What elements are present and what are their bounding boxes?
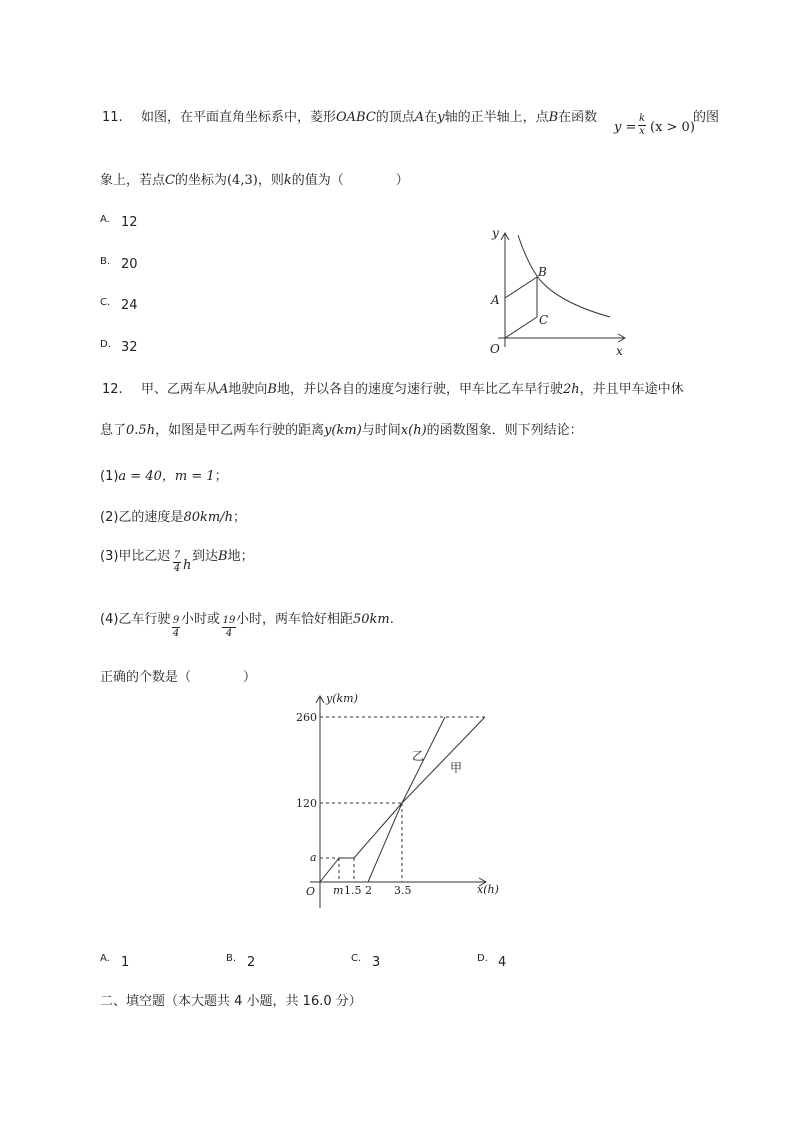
q11-line1-end: 的图 bbox=[693, 110, 720, 125]
q11-function-fraction: k x bbox=[638, 113, 646, 137]
q11-side-ab bbox=[505, 277, 537, 298]
q12-line-yi bbox=[368, 717, 445, 882]
q12-o-label: O bbox=[306, 885, 316, 898]
q12-s4-fraction-2: 19 4 bbox=[222, 615, 236, 639]
q12-statement-4-end: 小时，两车恰好相距50km. bbox=[236, 612, 394, 627]
q11-x-label: x bbox=[616, 344, 623, 358]
q11-function-formula: y = k x (x > 0) bbox=[614, 113, 695, 137]
q11-rhombus-figure bbox=[480, 225, 640, 360]
q12-x-tick-m: m bbox=[333, 884, 344, 897]
q12-y-label: y(km) bbox=[326, 692, 358, 705]
q12-y-tick-260: 260 bbox=[296, 711, 317, 724]
q12-y-tick-120: 120 bbox=[296, 797, 317, 810]
section2-heading: 二、填空题（本大题共 4 小题，共 16.0 分） bbox=[100, 994, 362, 1009]
q12-x-label: x(h) bbox=[477, 883, 499, 896]
q12-statement-4: (4)乙车行驶 bbox=[100, 612, 171, 627]
q12-s4-fraction-1: 9 4 bbox=[172, 615, 180, 639]
q11-number: 11. bbox=[102, 110, 123, 125]
q11-line1: 11. 如图，在平面直角坐标系中，菱形OABC的顶点A在y轴的正半轴上，点B在函数 bbox=[102, 110, 598, 125]
q12-x-tick-2: 2 bbox=[365, 884, 372, 897]
q11-side-oc bbox=[505, 317, 537, 338]
q12-distance-time-graph bbox=[290, 688, 520, 913]
q12-s3-fraction: 7 4 bbox=[173, 550, 181, 574]
q11-a-label: A bbox=[491, 293, 500, 307]
q11-b-label: B bbox=[538, 265, 547, 279]
q12-statement-3: (3)甲比乙迟 bbox=[100, 549, 171, 564]
q12-statement-3-end: 到达B地； bbox=[192, 549, 254, 564]
q12-x-tick-35: 3.5 bbox=[394, 884, 412, 897]
q12-x-tick-15: 1.5 bbox=[344, 884, 362, 897]
q12-y-tick-a: a bbox=[310, 851, 317, 864]
q12-line2: 息了0.5h，如图是甲乙两车行驶的距离y(km)与时间x(h)的函数图象．则下列结论： bbox=[100, 423, 583, 438]
q12-s4-text2: 小时或 bbox=[181, 612, 221, 627]
q11-c-label: C bbox=[539, 313, 549, 327]
q11-o-label: O bbox=[490, 342, 500, 356]
q11-line2: 象上，若点C的坐标为(4,3)，则k的值为（ ） bbox=[100, 173, 409, 188]
q12-number: 12. bbox=[102, 382, 123, 397]
q11-hyperbola-curve bbox=[518, 235, 610, 317]
q12-line1: 12. 甲、乙两车从A地驶向B地，并以各自的速度匀速行驶，甲车比乙车早行驶2h，并且甲车途中休 bbox=[102, 382, 684, 397]
q12-s3-unit: h bbox=[183, 558, 192, 573]
q12-statement-2: (2)乙的速度是80km/h； bbox=[100, 510, 246, 525]
q12-label-yi: 乙 bbox=[412, 749, 425, 763]
q12-question: 正确的个数是（ ） bbox=[100, 670, 257, 685]
q12-label-jia: 甲 bbox=[450, 761, 463, 775]
q12-statement-1: (1)a = 40，m = 1； bbox=[100, 469, 228, 484]
q11-y-label: y bbox=[492, 226, 499, 240]
